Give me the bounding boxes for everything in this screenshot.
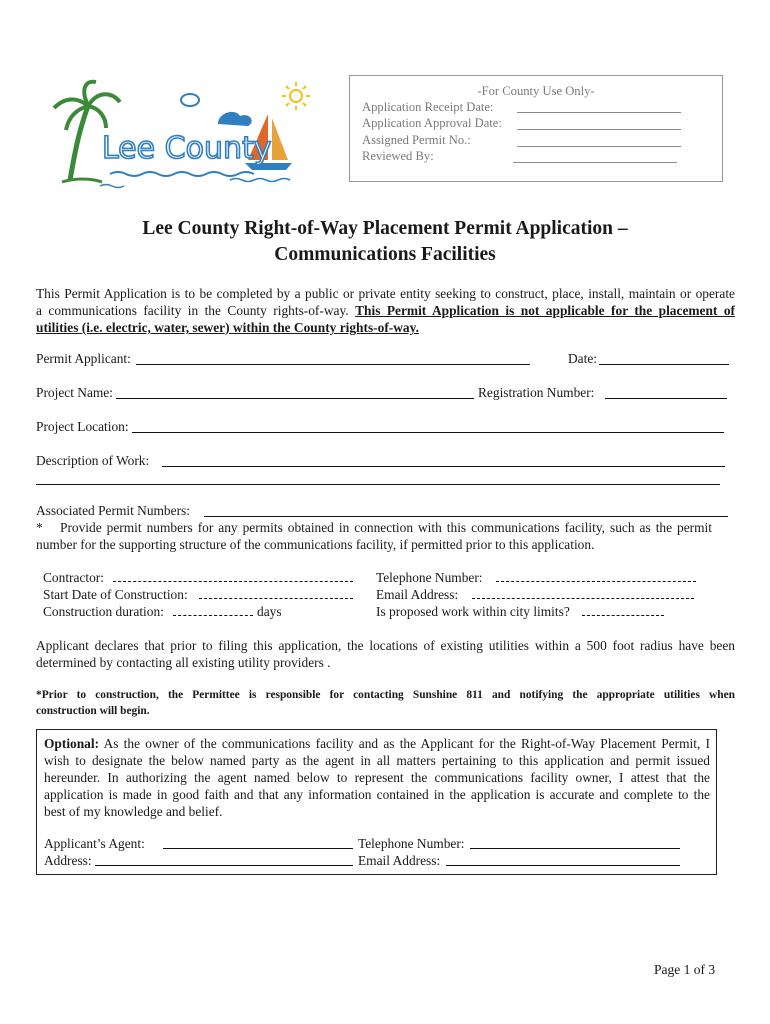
agent-address-label: Address: <box>44 853 92 868</box>
optional-line-5: best of my knowledge and belief. <box>44 804 223 819</box>
contractor-field[interactable] <box>113 581 353 582</box>
approval-date-label: Application Approval Date: <box>362 116 502 130</box>
email-field[interactable] <box>472 598 694 599</box>
registration-number-field[interactable] <box>605 398 727 399</box>
sun-icon <box>282 82 310 110</box>
prior-line-2: construction will begin. <box>36 705 150 717</box>
agent-field[interactable] <box>163 848 353 849</box>
page-number: Page 1 of 3 <box>654 962 716 977</box>
city-limits-field[interactable] <box>582 615 664 616</box>
receipt-date-field[interactable] <box>517 112 681 113</box>
city-limits-label: Is proposed work within city limits? <box>376 604 570 619</box>
title-line-1: Lee County Right-of-Way Placement Permit Application – <box>142 218 628 239</box>
optional-line-3: hereunder. In authorizing the agent named below to represent the communications facility owner, I attest that the <box>44 770 710 785</box>
telephone-field[interactable] <box>496 581 696 582</box>
contractor-label: Contractor: <box>43 570 104 585</box>
start-date-label: Start Date of Construction: <box>43 587 188 602</box>
description-of-work-field[interactable] <box>162 466 725 467</box>
declaration-line-2: determined by contacting all existing utility providers . <box>36 655 331 670</box>
associated-permits-label: Associated Permit Numbers: <box>36 503 190 518</box>
description-of-work-label: Description of Work: <box>36 453 150 468</box>
associated-permits-field[interactable] <box>204 516 728 517</box>
date-label: Date: <box>568 351 597 366</box>
title-line-2: Communications Facilities <box>274 244 496 265</box>
lee-county-logo <box>40 78 320 190</box>
agent-address-field[interactable] <box>95 865 353 866</box>
prior-notice <box>36 687 735 719</box>
agent-email-label: Email Address: <box>358 853 441 868</box>
intro-paragraph <box>36 285 735 336</box>
intro-line-2-bold: This Permit Application is not applicable for the placement of <box>355 303 735 318</box>
optional-label: Optional: <box>44 736 100 751</box>
intro-line-3: utilities (i.e. electric, water, sewer) within the County rights-of-way. <box>36 320 419 335</box>
optional-paragraph <box>44 735 710 820</box>
agent-telephone-label: Telephone Number: <box>358 836 465 851</box>
project-location-field[interactable] <box>132 432 724 433</box>
optional-line-2: wish to designate the below named party as the agent in all matters pertaining to this application and permit issued <box>44 753 710 768</box>
logo-wordmark: Lee County <box>102 131 272 166</box>
date-field[interactable] <box>599 364 729 365</box>
registration-number-label: Registration Number: <box>478 385 595 400</box>
county-use-only-box <box>349 75 723 182</box>
note-line-1: Provide permit numbers for any permits obtained in connection with this communications facility, such as the permit <box>60 520 712 535</box>
declaration-paragraph <box>36 637 735 671</box>
optional-line-4: application is made in good faith and that any information contained in the application is accurate and complete to the <box>44 787 710 802</box>
note-line-2: number for the supporting structure of the communications facility, if permitted prior to this application. <box>36 537 595 552</box>
agent-telephone-field[interactable] <box>470 848 680 849</box>
permit-applicant-field[interactable] <box>136 364 530 365</box>
days-label: days <box>257 604 282 619</box>
county-use-heading: -For County Use Only- <box>477 84 595 98</box>
prior-line-1: *Prior to construction, the Permittee is responsible for contacting Sunshine 811 and notifying the appropriate utilities when <box>36 689 735 701</box>
declaration-line-1: Applicant declares that prior to filing this application, the locations of existing utilities within a 500 foot radius have been <box>36 638 735 653</box>
approval-date-field[interactable] <box>517 129 681 130</box>
intro-line-1: This Permit Application is to be completed by a public or private entity seeking to construct, place, install, maintain or operate <box>36 286 735 301</box>
optional-line-1 <box>44 735 710 752</box>
intro-line-2-plain: a communications facility in the County rights-of-way. <box>36 303 349 318</box>
email-label: Email Address: <box>376 587 459 602</box>
optional-line-1-text: As the owner of the communications facility and as the Applicant for the Right-of-Way Placement Permit, I <box>99 736 710 751</box>
duration-field[interactable] <box>173 615 253 616</box>
project-location-label: Project Location: <box>36 419 129 434</box>
cloud-icon <box>181 94 252 126</box>
permit-applicant-label: Permit Applicant: <box>36 351 131 366</box>
intro-line-2 <box>36 302 735 319</box>
project-name-field[interactable] <box>116 398 474 399</box>
project-name-label: Project Name: <box>36 385 113 400</box>
start-date-field[interactable] <box>199 598 353 599</box>
receipt-date-label: Application Receipt Date: <box>362 100 494 114</box>
duration-label: Construction duration: <box>43 604 164 619</box>
optional-agent-box <box>36 729 717 875</box>
reviewed-by-field[interactable] <box>513 162 677 163</box>
note-asterisk: * <box>36 520 43 535</box>
reviewed-by-label: Reviewed By: <box>362 149 434 163</box>
description-of-work-field-2[interactable] <box>36 484 720 485</box>
permit-no-label: Assigned Permit No.: <box>362 133 471 147</box>
agent-email-field[interactable] <box>446 865 680 866</box>
agent-label: Applicant’s Agent: <box>44 836 145 851</box>
permit-no-field[interactable] <box>517 146 681 147</box>
page-title <box>60 216 710 268</box>
telephone-label: Telephone Number: <box>376 570 483 585</box>
